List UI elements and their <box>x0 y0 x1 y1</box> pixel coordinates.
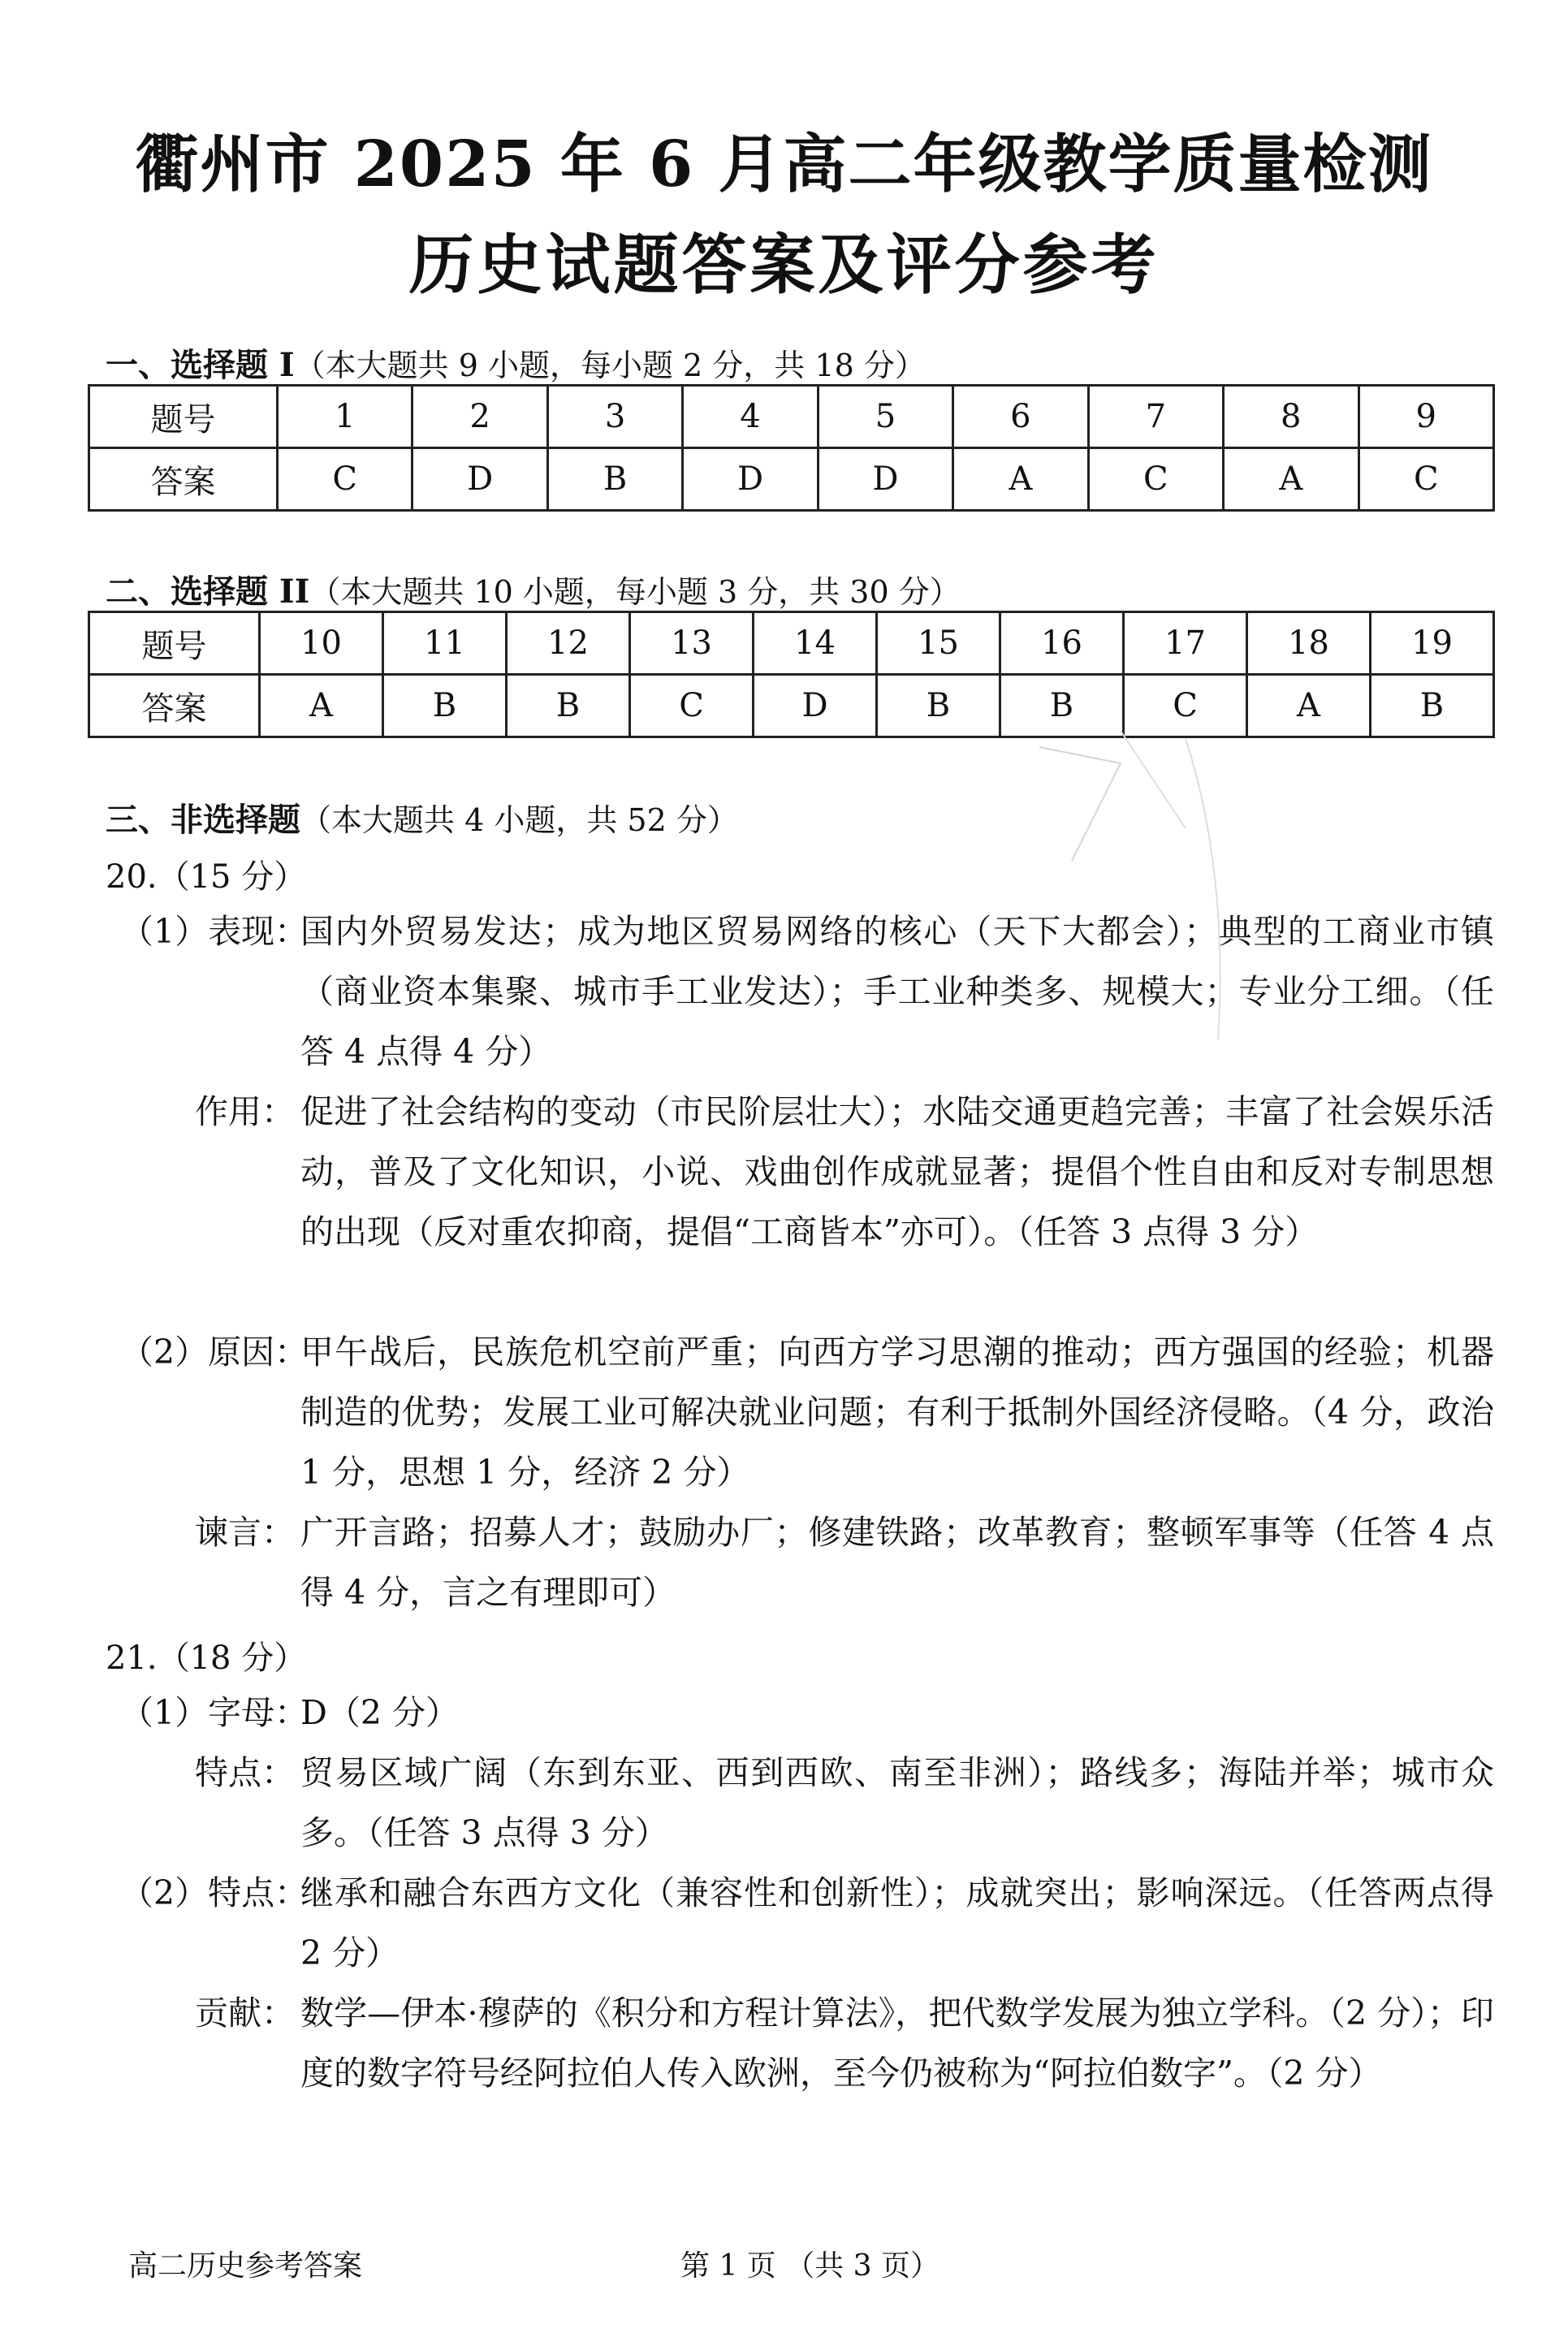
q21-part2-label: （2）特点： <box>120 1873 309 1912</box>
table-row-answers <box>89 448 1494 511</box>
question-number: 18 <box>1247 612 1371 675</box>
question-number: 11 <box>383 612 507 675</box>
q20-part2b-label: 谏言： <box>195 1513 295 1552</box>
question-number: 1 <box>278 386 413 448</box>
exam-subtitle: 历史试题答案及评分参考 <box>408 227 1160 303</box>
footer-page-number: 第 1 页 （共 3 页） <box>680 2249 940 2283</box>
question-number: 8 <box>1224 386 1359 448</box>
answer-cell: C <box>1124 675 1247 737</box>
q21-part1b-text: 贸易区域广阔（东到东亚、西到西欧、南至非洲）；路线多；海陆并举；城市众多。（任答 3 点得 3 分） <box>300 1753 1494 1852</box>
q21-part2-text: 继承和融合东西方文化（兼容性和创新性）；成就突出；影响深远。（任答两点得 2 分） <box>300 1873 1494 1972</box>
question-number: 9 <box>1359 386 1494 448</box>
question-21-heading: 21.（18 分） <box>106 1640 307 1677</box>
q21-part1-text: D（2 分） <box>300 1693 459 1732</box>
answer-cell: B <box>877 675 1000 737</box>
answer-cell: D <box>683 448 818 511</box>
q21-part1b-label: 特点： <box>195 1753 295 1792</box>
answer-cell: A <box>1224 448 1359 511</box>
section1-note: （本大题共 9 小题，每小题 2 分，共 18 分） <box>294 348 926 383</box>
section1-answer-table <box>88 384 1495 512</box>
question-number: 15 <box>877 612 1000 675</box>
answer-cell: C <box>278 448 413 511</box>
answer-cell: C <box>1359 448 1494 511</box>
answer-cell: C <box>630 675 754 737</box>
question-number: 2 <box>413 386 547 448</box>
row-label-answer: 答案 <box>89 448 278 511</box>
row-label-answer: 答案 <box>89 675 260 737</box>
question-20-heading: 20.（15 分） <box>106 858 307 896</box>
q20-part2-label: （2）原因： <box>120 1333 309 1372</box>
answer-cell: A <box>1247 675 1371 737</box>
table-row-numbers <box>89 612 1494 675</box>
row-label-number: 题号 <box>89 612 260 675</box>
answer-cell: B <box>547 448 682 511</box>
answer-cell: C <box>1088 448 1223 511</box>
question-number: 7 <box>1088 386 1223 448</box>
question-number: 19 <box>1371 612 1494 675</box>
question-number: 16 <box>1000 612 1124 675</box>
answer-cell: D <box>754 675 877 737</box>
q21-part2b-text: 数学—伊本·穆萨的《积分和方程计算法》，把代数学发展为独立学科。（2 分）；印度的数字符号经阿拉伯人传入欧洲，至今仍被称为“阿拉伯数字”。（2 分） <box>300 1994 1494 2093</box>
q20-part1b-label: 作用： <box>195 1092 295 1131</box>
section2-note: （本大题共 10 小题，每小题 3 分，共 30 分） <box>309 574 961 610</box>
answer-cell: B <box>1371 675 1494 737</box>
question-number: 5 <box>818 386 952 448</box>
question-number: 14 <box>754 612 877 675</box>
q21-part1-label: （1）字母： <box>120 1693 309 1732</box>
question-number: 6 <box>953 386 1088 448</box>
question-number: 12 <box>507 612 630 675</box>
answer-cell: D <box>413 448 547 511</box>
section3-title: 三、非选择题 <box>106 801 300 839</box>
section1-title: 一、选择题 I <box>106 346 295 384</box>
q20-part1-text: 国内外贸易发达；成为地区贸易网络的核心（天下大都会）；典型的工商业市镇（商业资本集聚、城市手工业发达）；手工业种类多、规模大；专业分工细。（任答 4 点得 4 分） <box>300 912 1494 1071</box>
exam-title: 衢州市 2025 年 6 月高二年级教学质量检测 <box>135 127 1433 201</box>
section3-heading <box>106 794 738 840</box>
question-number: 10 <box>260 612 383 675</box>
question-number: 3 <box>547 386 682 448</box>
q20-part2-text: 甲午战后，民族危机空前严重；向西方学习思潮的推动；西方强国的经验；机器制造的优势；发展工业可解决就业问题；有利于抵制外国经济侵略。（4 分，政治 1 分，思想 1 分，经济 2 分） <box>300 1333 1494 1492</box>
q20-part1-label: （1）表现： <box>120 912 309 951</box>
question-number: 17 <box>1124 612 1247 675</box>
answer-cell: B <box>383 675 507 737</box>
section3-note: （本大题共 4 小题，共 52 分） <box>300 802 738 838</box>
answer-cell: A <box>953 448 1088 511</box>
section2-title: 二、选择题 II <box>106 572 310 611</box>
question-number: 4 <box>683 386 818 448</box>
footer-doc-name: 高二历史参考答案 <box>128 2249 363 2283</box>
row-label-number: 题号 <box>89 386 278 448</box>
q20-part2b-text: 广开言路；招募人才；鼓励办厂；修建铁路；改革教育；整顿军事等（任答 4 点得 4 分，言之有理即可） <box>300 1513 1494 1612</box>
section1-heading <box>106 339 926 386</box>
question-number: 13 <box>630 612 754 675</box>
answer-cell: D <box>818 448 952 511</box>
section2-heading <box>106 566 961 612</box>
q21-part2b-label: 贡献： <box>195 1994 295 2033</box>
table-row-numbers <box>89 386 1494 448</box>
answer-cell: B <box>507 675 630 737</box>
answer-cell: A <box>260 675 383 737</box>
q20-part1b-text: 促进了社会结构的变动（市民阶层壮大）；水陆交通更趋完善；丰富了社会娱乐活动，普及了文化知识，小说、戏曲创作成就显著；提倡个性自由和反对专制思想的出现（反对重农抑商，提倡“工商皆本”亦可）。（任答 3 点得 3 分） <box>300 1092 1494 1251</box>
answer-cell: B <box>1000 675 1124 737</box>
